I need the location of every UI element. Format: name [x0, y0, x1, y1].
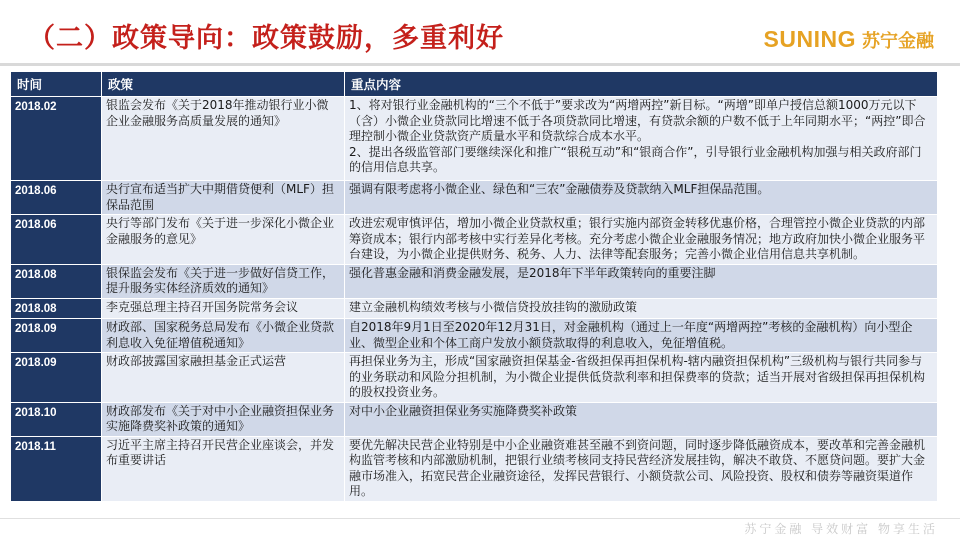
- cell-policy: 习近平主席主持召开民营企业座谈会，并发布重要讲话: [102, 436, 345, 501]
- footer-slogan: 苏宁金融 导效财富 物享生活: [744, 522, 938, 536]
- cell-content: 再担保业务为主，形成“国家融资担保基金-省级担保再担保机构-辖内融资担保机构”三级机构与银行共同参与的业务联动和风险分担机制，为小微企业提供低贷款利率和担保费率的贷款；适当开展对省级担保再担保机构的股权投资业务。: [345, 353, 938, 403]
- cell-content: 要优先解决民营企业特别是中小企业融资难甚至融不到资问题，同时逐步降低融资成本，要改革和完善金融机构监管考核和内部激励机制，把银行业绩考核同支持民营经济发展挂钩，解决不敢贷、不愿贷问题。要扩大金融市场准入，拓宽民营企业融资途径，发挥民营银行、小额贷款公司、风险投资、股权和债券等融资渠道作用。: [345, 436, 938, 501]
- column-header-time: 时间: [11, 72, 102, 97]
- table-row: [11, 181, 938, 215]
- cell-date: 2018.06: [11, 215, 102, 265]
- cell-content: 建立金融机构绩效考核与小微信贷投放挂钩的激励政策: [345, 298, 938, 319]
- cell-content: 自2018年9月1日至2020年12月31日，对金融机构（通过上一年度“两增两控”考核的金融机构）向小型企业、微型企业和个体工商户发放小额贷款取得的利息收入，免征增值税。: [345, 319, 938, 353]
- table-row: [11, 298, 938, 319]
- cell-date: 2018.09: [11, 319, 102, 353]
- table-row: [11, 215, 938, 265]
- table-row: [11, 319, 938, 353]
- table-row: [11, 264, 938, 298]
- cell-policy: 央行宣布适当扩大中期借贷便利（MLF）担保品范围: [102, 181, 345, 215]
- suning-finance-logo: [764, 26, 934, 53]
- cell-content: 改进宏观审慎评估，增加小微企业贷款权重；银行实施内部资金转移优惠价格，合理管控小微企业贷款的内部筹资成本；银行内部考核中实行差异化考核。充分考虑小微企业金融服务情况；地方政府加快小微企业服务平台建设，为小微企业提供财务、税务、人力、法律等配套服务；完善小微企业信用信息共享机制。: [345, 215, 938, 265]
- cell-date: 2018.08: [11, 264, 102, 298]
- cell-policy: 财政部、国家税务总局发布《小微企业贷款利息收入免征增值税通知》: [102, 319, 345, 353]
- table-row: [11, 97, 938, 181]
- cell-policy: 央行等部门发布《关于进一步深化小微企业金融服务的意见》: [102, 215, 345, 265]
- content-point-2: 2、提出各级监管部门要继续深化和推广“银税互动”和“银商合作”，引导银行业金融机构加强与相关政府部门的信用信息共享。: [349, 144, 922, 174]
- cell-content: 强调有限考虑将小微企业、绿色和“三农”金融债券及贷款纳入MLF担保品范围。: [345, 181, 938, 215]
- title-divider: [0, 63, 960, 66]
- cell-date: 2018.10: [11, 402, 102, 436]
- column-header-policy: 政策: [102, 72, 345, 97]
- table-header-row: [11, 72, 938, 97]
- table-row: [11, 436, 938, 501]
- cell-policy: 李克强总理主持召开国务院常务会议: [102, 298, 345, 319]
- cell-date: 2018.06: [11, 181, 102, 215]
- cell-content: 对中小企业融资担保业务实施降费奖补政策: [345, 402, 938, 436]
- logo-text-cn: 苏宁金融: [862, 30, 934, 52]
- policy-table: [10, 71, 938, 502]
- cell-policy: 财政部发布《关于对中小企业融资担保业务实施降费奖补政策的通知》: [102, 402, 345, 436]
- cell-policy: 财政部披露国家融担基金正式运营: [102, 353, 345, 403]
- content-point-1: 1、将对银行业金融机构的“三个不低于”要求改为“两增两控”新目标。“两增”即单户授信总额1000万元以下（含）小微企业贷款同比增速不低于各项贷款同比增速，有贷款余额的户数不低于上年同期水平；“两控”即合理控制小微企业贷款资产质量水平和贷款综合成本水平。: [349, 98, 926, 143]
- footer-divider: [0, 518, 960, 519]
- cell-date: 2018.02: [11, 97, 102, 181]
- cell-date: 2018.08: [11, 298, 102, 319]
- cell-policy: 银监会发布《关于2018年推动银行业小微企业金融服务高质量发展的通知》: [102, 97, 345, 181]
- page-title: （二）政策导向：政策鼓励，多重利好: [28, 23, 504, 54]
- cell-date: 2018.11: [11, 436, 102, 501]
- table-row: [11, 353, 938, 403]
- cell-policy: 银保监会发布《关于进一步做好信贷工作，提升服务实体经济质效的通知》: [102, 264, 345, 298]
- column-header-content: 重点内容: [345, 72, 938, 97]
- cell-date: 2018.09: [11, 353, 102, 403]
- logo-text-en: SUNING: [763, 26, 856, 52]
- cell-content: [345, 97, 938, 181]
- cell-content: 强化普惠金融和消费金融发展，是2018年下半年政策转向的重要注脚: [345, 264, 938, 298]
- table-row: [11, 402, 938, 436]
